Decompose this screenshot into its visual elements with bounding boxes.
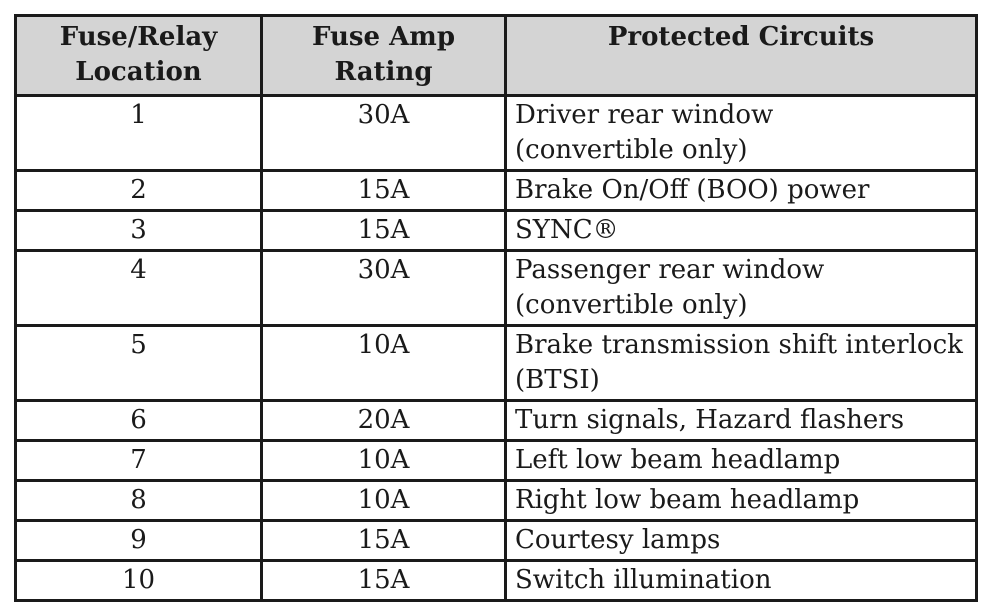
circuit-line1: Brake transmission shift interlock [515,330,963,360]
cell-circuit: Left low beam headlamp [506,441,977,481]
header-row [16,16,977,96]
header-location [16,16,262,96]
cell-rating: 15A [262,171,506,211]
cell-location: 5 [16,326,262,401]
circuit-line2: (BTSI) [515,365,600,395]
table-row [16,401,977,441]
cell-rating: 30A [262,96,506,171]
cell-rating: 15A [262,561,506,601]
table-body [16,96,977,601]
cell-location: 9 [16,521,262,561]
table-row [16,171,977,211]
cell-rating: 15A [262,211,506,251]
table-row [16,96,977,171]
header-location-line2: Location [75,57,202,87]
fuse-table-container [14,14,978,602]
table-row [16,251,977,326]
cell-location: 6 [16,401,262,441]
cell-circuit: Switch illumination [506,561,977,601]
cell-location: 4 [16,251,262,326]
table-row [16,481,977,521]
table-row [16,521,977,561]
header-circuits [506,16,977,96]
cell-location: 2 [16,171,262,211]
header-rating-line2: Rating [334,57,433,87]
circuit-line2: (convertible only) [515,135,748,165]
cell-circuit: SYNC® [506,211,977,251]
cell-circuit: Courtesy lamps [506,521,977,561]
cell-location: 1 [16,96,262,171]
circuit-line2: (convertible only) [515,290,748,320]
cell-circuit: Turn signals, Hazard flashers [506,401,977,441]
cell-rating: 10A [262,326,506,401]
cell-circuit: Brake On/Off (BOO) power [506,171,977,211]
cell-location: 3 [16,211,262,251]
cell-circuit [506,96,977,171]
cell-circuit [506,326,977,401]
cell-rating: 10A [262,441,506,481]
cell-location: 8 [16,481,262,521]
circuit-line1: Passenger rear window [515,255,825,285]
table-row [16,326,977,401]
table-row [16,561,977,601]
fuse-table [14,14,978,602]
cell-location: 7 [16,441,262,481]
cell-rating: 30A [262,251,506,326]
table-header [16,16,977,96]
header-rating [262,16,506,96]
header-circuits-label: Protected Circuits [607,22,875,52]
header-rating-line1: Fuse Amp [312,22,455,52]
cell-rating: 20A [262,401,506,441]
cell-rating: 10A [262,481,506,521]
cell-circuit: Right low beam headlamp [506,481,977,521]
header-location-line1: Fuse/Relay [59,22,218,52]
cell-circuit [506,251,977,326]
cell-location: 10 [16,561,262,601]
table-row [16,441,977,481]
table-row [16,211,977,251]
cell-rating: 15A [262,521,506,561]
circuit-line1: Driver rear window [515,100,774,130]
